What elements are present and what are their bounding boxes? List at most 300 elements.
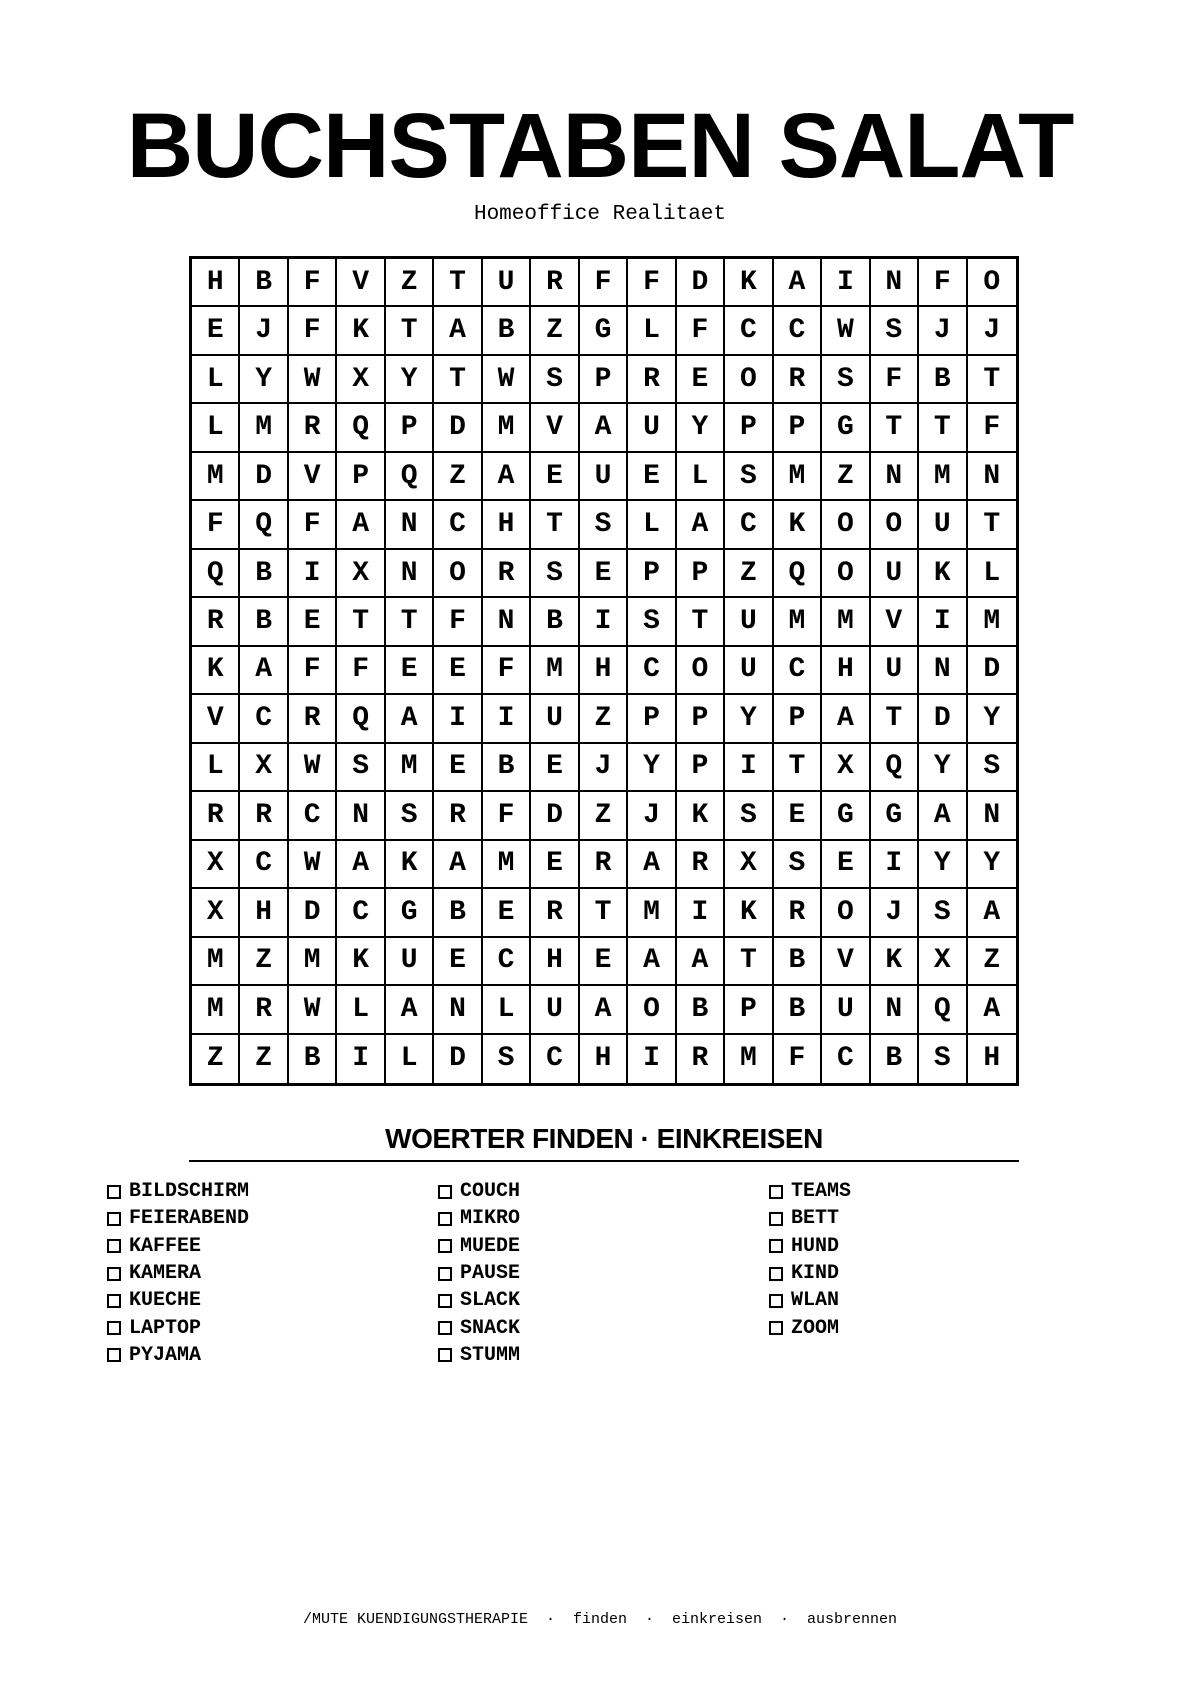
grid-cell[interactable]: S <box>871 307 919 355</box>
grid-cell[interactable]: N <box>434 986 482 1034</box>
grid-cell[interactable]: A <box>434 307 482 355</box>
grid-cell[interactable]: A <box>774 259 822 307</box>
grid-cell[interactable]: G <box>822 404 870 452</box>
grid-cell[interactable]: P <box>677 744 725 792</box>
grid-cell[interactable]: E <box>434 938 482 986</box>
grid-cell[interactable]: U <box>531 986 579 1034</box>
grid-cell[interactable]: S <box>531 550 579 598</box>
grid-cell[interactable]: X <box>192 889 240 937</box>
grid-cell[interactable]: T <box>871 695 919 743</box>
grid-cell[interactable]: K <box>386 841 434 889</box>
grid-cell[interactable]: K <box>337 938 385 986</box>
grid-cell[interactable]: T <box>337 598 385 646</box>
grid-cell[interactable]: M <box>628 889 676 937</box>
grid-cell[interactable]: U <box>580 453 628 501</box>
grid-cell[interactable]: J <box>871 889 919 937</box>
grid-cell[interactable]: A <box>968 986 1016 1034</box>
grid-cell[interactable]: A <box>337 841 385 889</box>
grid-cell[interactable]: L <box>386 1035 434 1083</box>
grid-cell[interactable]: Q <box>871 744 919 792</box>
grid-cell[interactable]: B <box>531 598 579 646</box>
grid-cell[interactable]: F <box>289 647 337 695</box>
grid-cell[interactable]: A <box>337 501 385 549</box>
grid-cell[interactable]: J <box>628 792 676 840</box>
grid-cell[interactable]: D <box>240 453 288 501</box>
grid-cell[interactable]: E <box>531 744 579 792</box>
grid-cell[interactable]: M <box>192 938 240 986</box>
grid-cell[interactable]: A <box>580 986 628 1034</box>
grid-cell[interactable]: W <box>483 356 531 404</box>
grid-cell[interactable]: W <box>289 986 337 1034</box>
checkbox-icon[interactable] <box>107 1294 121 1308</box>
grid-cell[interactable]: C <box>337 889 385 937</box>
grid-cell[interactable]: J <box>580 744 628 792</box>
grid-cell[interactable]: O <box>628 986 676 1034</box>
grid-cell[interactable]: L <box>628 501 676 549</box>
grid-cell[interactable]: K <box>774 501 822 549</box>
grid-cell[interactable]: I <box>725 744 773 792</box>
grid-cell[interactable]: O <box>822 501 870 549</box>
grid-cell[interactable]: T <box>434 259 482 307</box>
grid-cell[interactable]: B <box>677 986 725 1034</box>
grid-cell[interactable]: S <box>822 356 870 404</box>
grid-cell[interactable]: M <box>725 1035 773 1083</box>
grid-cell[interactable]: E <box>289 598 337 646</box>
grid-cell[interactable]: E <box>434 744 482 792</box>
grid-cell[interactable]: U <box>725 598 773 646</box>
grid-cell[interactable]: E <box>822 841 870 889</box>
grid-cell[interactable]: Z <box>822 453 870 501</box>
grid-cell[interactable]: C <box>774 307 822 355</box>
grid-cell[interactable]: Z <box>580 792 628 840</box>
grid-cell[interactable]: A <box>677 501 725 549</box>
grid-cell[interactable]: D <box>289 889 337 937</box>
grid-cell[interactable]: P <box>628 550 676 598</box>
grid-cell[interactable]: P <box>677 550 725 598</box>
grid-cell[interactable]: K <box>337 307 385 355</box>
grid-cell[interactable]: M <box>240 404 288 452</box>
grid-cell[interactable]: Y <box>725 695 773 743</box>
grid-cell[interactable]: E <box>580 550 628 598</box>
grid-cell[interactable]: T <box>531 501 579 549</box>
grid-cell[interactable]: N <box>871 259 919 307</box>
grid-cell[interactable]: E <box>677 356 725 404</box>
grid-cell[interactable]: R <box>531 259 579 307</box>
checkbox-icon[interactable] <box>769 1294 783 1308</box>
grid-cell[interactable]: K <box>871 938 919 986</box>
grid-cell[interactable]: C <box>483 938 531 986</box>
grid-cell[interactable]: Q <box>337 695 385 743</box>
grid-cell[interactable]: R <box>289 695 337 743</box>
grid-cell[interactable]: S <box>386 792 434 840</box>
checkbox-icon[interactable] <box>107 1267 121 1281</box>
grid-cell[interactable]: D <box>919 695 967 743</box>
grid-cell[interactable]: Q <box>240 501 288 549</box>
grid-cell[interactable]: C <box>725 501 773 549</box>
grid-cell[interactable]: C <box>628 647 676 695</box>
grid-cell[interactable]: I <box>434 695 482 743</box>
grid-cell[interactable]: T <box>774 744 822 792</box>
grid-cell[interactable]: M <box>919 453 967 501</box>
checkbox-icon[interactable] <box>107 1212 121 1226</box>
checkbox-icon[interactable] <box>438 1267 452 1281</box>
grid-cell[interactable]: M <box>531 647 579 695</box>
grid-cell[interactable]: U <box>386 938 434 986</box>
grid-cell[interactable]: Z <box>240 938 288 986</box>
grid-cell[interactable]: M <box>192 453 240 501</box>
checkbox-icon[interactable] <box>438 1185 452 1199</box>
grid-cell[interactable]: M <box>483 841 531 889</box>
grid-cell[interactable]: N <box>968 453 1016 501</box>
grid-cell[interactable]: M <box>192 986 240 1034</box>
checkbox-icon[interactable] <box>438 1294 452 1308</box>
grid-cell[interactable]: R <box>289 404 337 452</box>
grid-cell[interactable]: V <box>871 598 919 646</box>
checkbox-icon[interactable] <box>438 1212 452 1226</box>
checkbox-icon[interactable] <box>438 1321 452 1335</box>
grid-cell[interactable]: S <box>628 598 676 646</box>
grid-cell[interactable]: Z <box>434 453 482 501</box>
grid-cell[interactable]: B <box>774 986 822 1034</box>
grid-cell[interactable]: E <box>192 307 240 355</box>
grid-cell[interactable]: T <box>386 598 434 646</box>
grid-cell[interactable]: N <box>968 792 1016 840</box>
grid-cell[interactable]: C <box>289 792 337 840</box>
grid-cell[interactable]: C <box>725 307 773 355</box>
grid-cell[interactable]: Z <box>240 1035 288 1083</box>
grid-cell[interactable]: F <box>677 307 725 355</box>
grid-cell[interactable]: N <box>871 986 919 1034</box>
grid-cell[interactable]: I <box>628 1035 676 1083</box>
grid-cell[interactable]: F <box>289 259 337 307</box>
grid-cell[interactable]: K <box>919 550 967 598</box>
grid-cell[interactable]: Y <box>919 744 967 792</box>
grid-cell[interactable]: P <box>774 695 822 743</box>
grid-cell[interactable]: T <box>871 404 919 452</box>
grid-cell[interactable]: L <box>337 986 385 1034</box>
grid-cell[interactable]: W <box>289 356 337 404</box>
checkbox-icon[interactable] <box>107 1348 121 1362</box>
grid-cell[interactable]: J <box>919 307 967 355</box>
grid-cell[interactable]: V <box>822 938 870 986</box>
grid-cell[interactable]: G <box>580 307 628 355</box>
grid-cell[interactable]: L <box>192 744 240 792</box>
grid-cell[interactable]: A <box>677 938 725 986</box>
checkbox-icon[interactable] <box>438 1348 452 1362</box>
grid-cell[interactable]: F <box>580 259 628 307</box>
grid-cell[interactable]: P <box>580 356 628 404</box>
grid-cell[interactable]: X <box>919 938 967 986</box>
grid-cell[interactable]: M <box>386 744 434 792</box>
grid-cell[interactable]: F <box>628 259 676 307</box>
grid-cell[interactable]: X <box>337 356 385 404</box>
grid-cell[interactable]: Q <box>192 550 240 598</box>
grid-cell[interactable]: M <box>483 404 531 452</box>
grid-cell[interactable]: R <box>192 598 240 646</box>
grid-cell[interactable]: H <box>580 1035 628 1083</box>
grid-cell[interactable]: R <box>531 889 579 937</box>
checkbox-icon[interactable] <box>769 1239 783 1253</box>
grid-cell[interactable]: E <box>774 792 822 840</box>
grid-cell[interactable]: F <box>192 501 240 549</box>
grid-cell[interactable]: N <box>386 501 434 549</box>
grid-cell[interactable]: P <box>725 986 773 1034</box>
grid-cell[interactable]: Q <box>386 453 434 501</box>
grid-cell[interactable]: W <box>289 841 337 889</box>
grid-cell[interactable]: T <box>677 598 725 646</box>
grid-cell[interactable]: M <box>968 598 1016 646</box>
grid-cell[interactable]: O <box>434 550 482 598</box>
grid-cell[interactable]: R <box>434 792 482 840</box>
grid-cell[interactable]: L <box>192 356 240 404</box>
grid-cell[interactable]: R <box>483 550 531 598</box>
grid-cell[interactable]: X <box>337 550 385 598</box>
grid-cell[interactable]: I <box>822 259 870 307</box>
grid-cell[interactable]: Y <box>628 744 676 792</box>
grid-cell[interactable]: S <box>531 356 579 404</box>
grid-cell[interactable]: H <box>483 501 531 549</box>
grid-cell[interactable]: U <box>483 259 531 307</box>
grid-cell[interactable]: V <box>337 259 385 307</box>
grid-cell[interactable]: Y <box>240 356 288 404</box>
grid-cell[interactable]: E <box>386 647 434 695</box>
grid-cell[interactable]: S <box>919 889 967 937</box>
grid-cell[interactable]: S <box>580 501 628 549</box>
checkbox-icon[interactable] <box>438 1239 452 1253</box>
grid-cell[interactable]: R <box>628 356 676 404</box>
grid-cell[interactable]: H <box>531 938 579 986</box>
grid-cell[interactable]: R <box>677 1035 725 1083</box>
grid-cell[interactable]: P <box>628 695 676 743</box>
grid-cell[interactable]: C <box>822 1035 870 1083</box>
checkbox-icon[interactable] <box>769 1185 783 1199</box>
grid-cell[interactable]: F <box>774 1035 822 1083</box>
grid-cell[interactable]: B <box>289 1035 337 1083</box>
grid-cell[interactable]: V <box>192 695 240 743</box>
grid-cell[interactable]: A <box>240 647 288 695</box>
grid-cell[interactable]: Q <box>919 986 967 1034</box>
grid-cell[interactable]: I <box>871 841 919 889</box>
grid-cell[interactable]: S <box>483 1035 531 1083</box>
grid-cell[interactable]: B <box>483 307 531 355</box>
grid-cell[interactable]: H <box>192 259 240 307</box>
grid-cell[interactable]: Z <box>192 1035 240 1083</box>
grid-cell[interactable]: U <box>871 647 919 695</box>
grid-cell[interactable]: W <box>822 307 870 355</box>
grid-cell[interactable]: E <box>434 647 482 695</box>
checkbox-icon[interactable] <box>107 1239 121 1253</box>
checkbox-icon[interactable] <box>107 1185 121 1199</box>
grid-cell[interactable]: E <box>483 889 531 937</box>
grid-cell[interactable]: R <box>774 356 822 404</box>
grid-cell[interactable]: P <box>337 453 385 501</box>
grid-cell[interactable]: Y <box>968 695 1016 743</box>
grid-cell[interactable]: F <box>968 404 1016 452</box>
grid-cell[interactable]: F <box>483 792 531 840</box>
grid-cell[interactable]: U <box>531 695 579 743</box>
grid-cell[interactable]: L <box>192 404 240 452</box>
grid-cell[interactable]: T <box>386 307 434 355</box>
grid-cell[interactable]: K <box>677 792 725 840</box>
grid-cell[interactable]: H <box>822 647 870 695</box>
grid-cell[interactable]: B <box>240 550 288 598</box>
grid-cell[interactable]: L <box>677 453 725 501</box>
grid-cell[interactable]: C <box>774 647 822 695</box>
grid-cell[interactable]: T <box>580 889 628 937</box>
grid-cell[interactable]: O <box>677 647 725 695</box>
checkbox-icon[interactable] <box>769 1212 783 1226</box>
grid-cell[interactable]: B <box>871 1035 919 1083</box>
checkbox-icon[interactable] <box>769 1267 783 1281</box>
grid-cell[interactable]: O <box>725 356 773 404</box>
grid-cell[interactable]: M <box>774 453 822 501</box>
grid-cell[interactable]: I <box>919 598 967 646</box>
grid-cell[interactable]: A <box>822 695 870 743</box>
grid-cell[interactable]: S <box>725 792 773 840</box>
grid-cell[interactable]: A <box>968 889 1016 937</box>
grid-cell[interactable]: C <box>240 841 288 889</box>
grid-cell[interactable]: A <box>386 986 434 1034</box>
grid-cell[interactable]: X <box>240 744 288 792</box>
grid-cell[interactable]: U <box>822 986 870 1034</box>
grid-cell[interactable]: M <box>822 598 870 646</box>
grid-cell[interactable]: D <box>968 647 1016 695</box>
grid-cell[interactable]: K <box>725 889 773 937</box>
grid-cell[interactable]: U <box>725 647 773 695</box>
grid-cell[interactable]: F <box>871 356 919 404</box>
grid-cell[interactable]: B <box>434 889 482 937</box>
grid-cell[interactable]: Y <box>677 404 725 452</box>
grid-cell[interactable]: L <box>968 550 1016 598</box>
grid-cell[interactable]: S <box>337 744 385 792</box>
grid-cell[interactable]: C <box>531 1035 579 1083</box>
checkbox-icon[interactable] <box>769 1321 783 1335</box>
grid-cell[interactable]: E <box>580 938 628 986</box>
grid-cell[interactable]: E <box>531 453 579 501</box>
grid-cell[interactable]: R <box>192 792 240 840</box>
grid-cell[interactable]: X <box>192 841 240 889</box>
grid-cell[interactable]: I <box>677 889 725 937</box>
grid-cell[interactable]: F <box>289 501 337 549</box>
grid-cell[interactable]: G <box>871 792 919 840</box>
grid-cell[interactable]: P <box>774 404 822 452</box>
grid-cell[interactable]: Y <box>968 841 1016 889</box>
grid-cell[interactable]: X <box>725 841 773 889</box>
grid-cell[interactable]: T <box>968 356 1016 404</box>
grid-cell[interactable]: A <box>386 695 434 743</box>
grid-cell[interactable]: D <box>677 259 725 307</box>
grid-cell[interactable]: N <box>483 598 531 646</box>
grid-cell[interactable]: S <box>919 1035 967 1083</box>
grid-cell[interactable]: E <box>628 453 676 501</box>
grid-cell[interactable]: Y <box>919 841 967 889</box>
grid-cell[interactable]: N <box>871 453 919 501</box>
grid-cell[interactable]: A <box>628 938 676 986</box>
grid-cell[interactable]: H <box>580 647 628 695</box>
grid-cell[interactable]: V <box>289 453 337 501</box>
grid-cell[interactable]: B <box>919 356 967 404</box>
grid-cell[interactable]: R <box>240 792 288 840</box>
grid-cell[interactable]: J <box>240 307 288 355</box>
grid-cell[interactable]: Z <box>968 938 1016 986</box>
grid-cell[interactable]: U <box>871 550 919 598</box>
grid-cell[interactable]: R <box>677 841 725 889</box>
grid-cell[interactable]: F <box>434 598 482 646</box>
grid-cell[interactable]: Z <box>580 695 628 743</box>
grid-cell[interactable]: O <box>871 501 919 549</box>
grid-cell[interactable]: P <box>677 695 725 743</box>
grid-cell[interactable]: A <box>580 404 628 452</box>
grid-cell[interactable]: I <box>483 695 531 743</box>
grid-cell[interactable]: F <box>337 647 385 695</box>
grid-cell[interactable]: L <box>628 307 676 355</box>
grid-cell[interactable]: I <box>289 550 337 598</box>
grid-cell[interactable]: M <box>774 598 822 646</box>
grid-cell[interactable]: U <box>919 501 967 549</box>
grid-cell[interactable]: P <box>386 404 434 452</box>
grid-cell[interactable]: I <box>337 1035 385 1083</box>
grid-cell[interactable]: Q <box>337 404 385 452</box>
grid-cell[interactable]: B <box>774 938 822 986</box>
grid-cell[interactable]: X <box>822 744 870 792</box>
grid-cell[interactable]: A <box>434 841 482 889</box>
grid-cell[interactable]: S <box>968 744 1016 792</box>
grid-cell[interactable]: N <box>337 792 385 840</box>
grid-cell[interactable]: A <box>919 792 967 840</box>
grid-cell[interactable]: H <box>240 889 288 937</box>
grid-cell[interactable]: C <box>240 695 288 743</box>
grid-cell[interactable]: T <box>725 938 773 986</box>
checkbox-icon[interactable] <box>107 1321 121 1335</box>
grid-cell[interactable]: U <box>628 404 676 452</box>
grid-cell[interactable]: L <box>483 986 531 1034</box>
grid-cell[interactable]: K <box>725 259 773 307</box>
grid-cell[interactable]: G <box>822 792 870 840</box>
grid-cell[interactable]: F <box>289 307 337 355</box>
grid-cell[interactable]: D <box>434 404 482 452</box>
grid-cell[interactable]: S <box>774 841 822 889</box>
grid-cell[interactable]: F <box>483 647 531 695</box>
grid-cell[interactable]: I <box>580 598 628 646</box>
grid-cell[interactable]: B <box>240 598 288 646</box>
grid-cell[interactable]: P <box>725 404 773 452</box>
grid-cell[interactable]: K <box>192 647 240 695</box>
grid-cell[interactable]: A <box>483 453 531 501</box>
grid-cell[interactable]: T <box>434 356 482 404</box>
grid-cell[interactable]: Z <box>725 550 773 598</box>
grid-cell[interactable]: F <box>919 259 967 307</box>
grid-cell[interactable]: V <box>531 404 579 452</box>
grid-cell[interactable]: Q <box>774 550 822 598</box>
grid-cell[interactable]: E <box>531 841 579 889</box>
grid-cell[interactable]: Z <box>531 307 579 355</box>
grid-cell[interactable]: D <box>531 792 579 840</box>
grid-cell[interactable]: Z <box>386 259 434 307</box>
grid-cell[interactable]: W <box>289 744 337 792</box>
grid-cell[interactable]: H <box>983 1043 1001 1075</box>
grid-cell[interactable]: O <box>822 550 870 598</box>
grid-cell[interactable]: B <box>240 259 288 307</box>
grid-cell[interactable]: T <box>919 404 967 452</box>
grid-cell[interactable]: N <box>386 550 434 598</box>
grid-cell[interactable]: D <box>434 1035 482 1083</box>
grid-cell[interactable]: N <box>919 647 967 695</box>
grid-cell[interactable]: R <box>774 889 822 937</box>
grid-cell[interactable]: T <box>968 501 1016 549</box>
grid-cell[interactable]: R <box>580 841 628 889</box>
grid-cell[interactable]: O <box>822 889 870 937</box>
grid-cell[interactable]: O <box>968 259 1016 307</box>
